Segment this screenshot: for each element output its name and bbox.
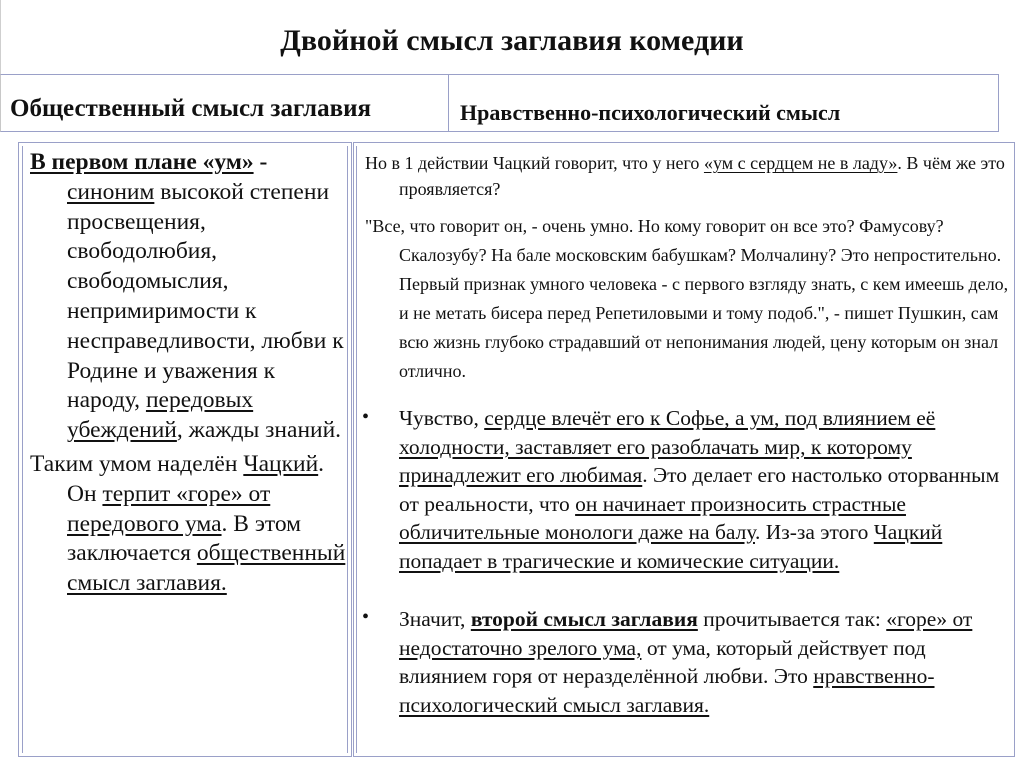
bullet-icon: • xyxy=(362,406,370,428)
bullet-paragraph-1: Чувство, сердце влечёт его к Софье, а ум, под влиянием её холодности, заставляет его разоблачать мир, к которому принадлежит его любимая. Это делает его настолько оторванным от реальности, что он начинает произносить страстные обличительные монологи даже на балу. Из-за этого Чацкий попадает в трагические и комические ситуации. xyxy=(399,406,1000,573)
synonym-word: синоним xyxy=(67,178,155,205)
chatsky-name: Чацкий xyxy=(873,520,943,544)
left-paragraph-2: Таким умом наделён Чацкий. Он терпит «горе» от передового ума. В этом заключается общественный смысл заглавия. xyxy=(30,450,346,597)
bullet-paragraph-2: Значит, второй смысл заглавия прочитывается так: «горе» от недостаточно зрелого ума, от ума, который действует под влиянием горя от неразделённой любви. Это нравственно-психологический смысл заглавия. xyxy=(399,607,973,717)
lead-phrase: В первом плане «ум» xyxy=(30,149,254,175)
right-paragraph-1: Но в 1 действии Чацкий говорит, что у него «ум с сердцем не в ладу». В чём же это проявляется? xyxy=(365,153,1005,199)
moral-meaning-phrase: нравственно-психологический смысл заглавия. xyxy=(399,664,935,717)
left-paragraph-1: В первом плане «ум» - синоним высокой степени просвещения, свободолюбия, свободомыслия, непримиримости к несправедливости, любви к Родине и уважения к народу, передовых убеждений, жажды знаний. xyxy=(30,149,344,444)
header-right-label: Нравственно-психологический смысл xyxy=(460,100,841,125)
header-left-label: Общественный смысл заглавия xyxy=(10,95,372,122)
left-column-text xyxy=(30,148,348,599)
mind-heart-quote: «ум с сердцем не в ладу» xyxy=(703,153,898,173)
page-title: Двойной смысл заглавия комедии xyxy=(280,24,744,57)
social-meaning-phrase: общественный смысл заглавия. xyxy=(67,540,346,597)
second-meaning-phrase: второй смысл заглавия xyxy=(470,607,698,631)
right-column-divider xyxy=(356,146,357,753)
chatsky-name: Чацкий xyxy=(243,450,319,477)
bullet-icon: • xyxy=(362,606,370,628)
heart-phrase: сердце влечёт его к Софье, а ум, под влиянием её холодности, заставляет его разоблачать мир, к которому принадлежит его любимая xyxy=(399,406,936,487)
woe-phrase: «горе» от недостаточно зрелого ума, xyxy=(399,607,973,660)
pushkin-quote-paragraph: "Все, что говорит он, - очень умно. Но кому говорит он все это? Фамусову? Скалозубу? На бале московским бабушкам? Молчалину? Это непростительно. Первый признак умного человека - с первого взгляду знать, с кем имеешь дело, и не метать бисера перед Репетиловыми и тому подоб.", - пишет Пушкин, сам всю жизнь глубоко страдавший от непонимания людей, цену которым он знал отлично. xyxy=(365,216,1009,381)
advanced-beliefs: передовых убеждений xyxy=(67,387,254,444)
suffers-phrase: терпит «горе» от передового ума xyxy=(67,480,271,537)
monologues-phrase: он начинает произносить страстные обличительные монологи даже на балу xyxy=(399,491,906,544)
falls-phrase: попадает в трагические и комические ситуации. xyxy=(399,548,840,573)
